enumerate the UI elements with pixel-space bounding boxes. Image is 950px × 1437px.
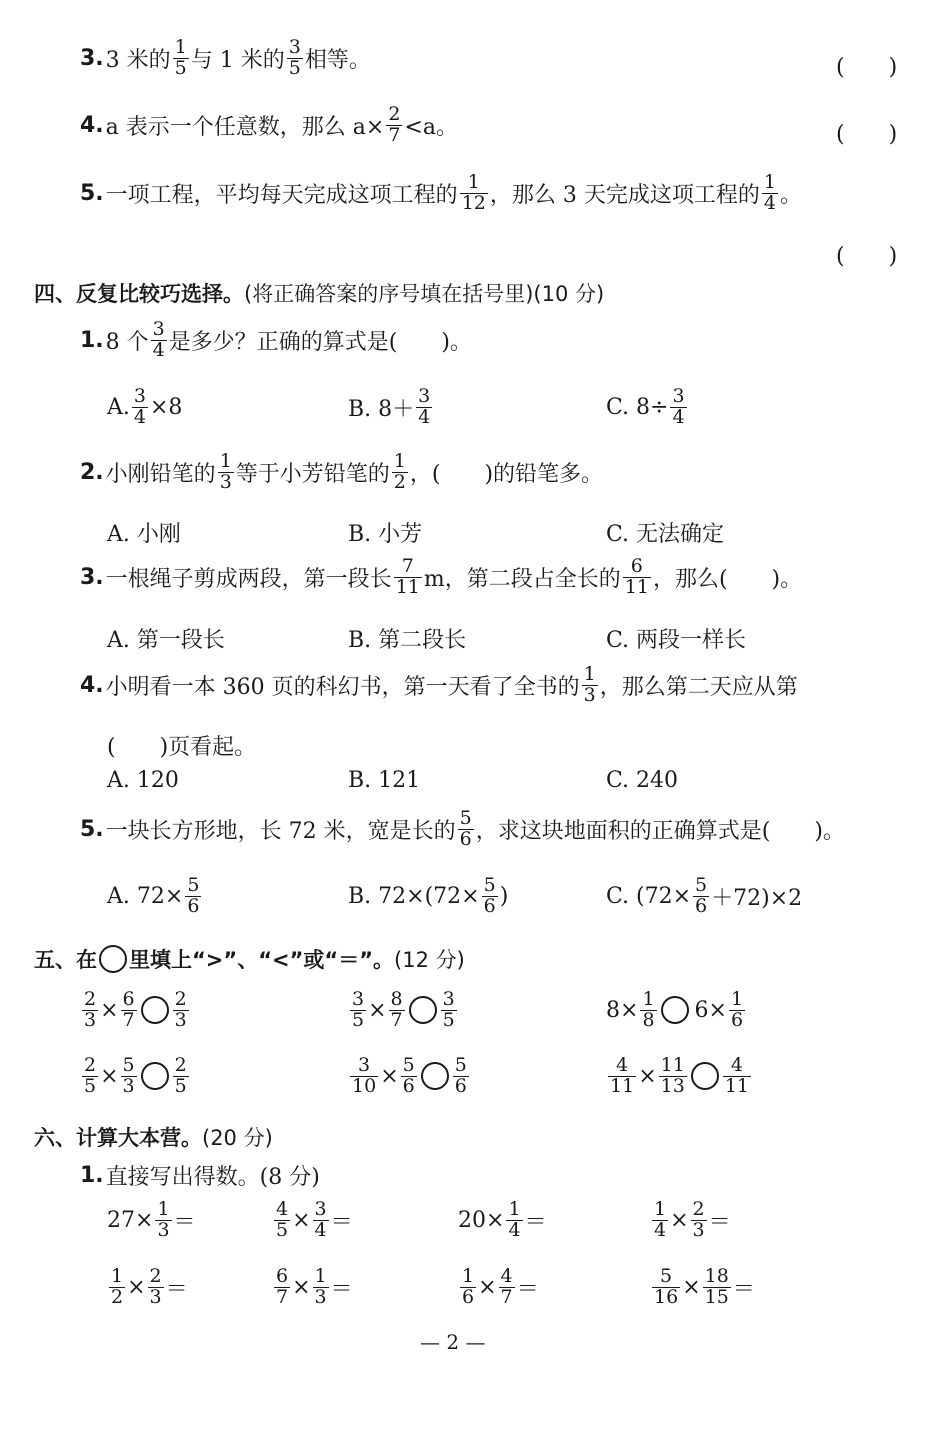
calc-item[interactable]: $\frac{5}{16}$ × $\frac{18}{15}$ ＝ — [654, 1265, 755, 1308]
choice-q1 — [80, 320, 472, 361]
choice-q5: 5. 一块长方形地，长 72 米，宽是长的 $\frac{5}{6}$ ，求这块地面积的正确算式是( )。 — [80, 807, 845, 850]
q-number: 1. — [80, 327, 104, 353]
compare-item: $\frac{2}{5}$ × $\frac{5}{3}$ $\frac{2}{5}$ — [84, 1054, 187, 1097]
compare-circle[interactable] — [421, 1062, 449, 1090]
choice-q3: 3. 一根绳子剪成两段，第一段长 $\frac{7}{11}$ m，第二段占全长的 $\frac{6}{11}$ ，那么( )。 — [80, 555, 803, 598]
option-a[interactable]: A. 小刚 — [107, 522, 181, 547]
q-text: 8 个 — [105, 329, 149, 355]
fraction: $\frac{1}{4}$ — [763, 171, 776, 214]
compare-item: $\frac{3}{10}$ × $\frac{5}{6}$ $\frac{5}{6}$ — [352, 1054, 467, 1097]
fraction: $\frac{3}{5}$ — [288, 36, 301, 79]
q-number: 5. — [80, 816, 104, 842]
compare-item: $\frac{4}{11}$ × $\frac{11}{13}$ $\frac{4}{11}$ — [610, 1054, 749, 1097]
section-4-title: 四、反复比较巧选择。(将正确答案的序号填在括号里)(10 分) — [34, 282, 605, 306]
section-5-title: 五、在 里填上“>”、“<”或“＝”。 (12 分) — [34, 944, 465, 974]
fraction: $\frac{1}{12}$ — [461, 171, 486, 214]
answer-paren[interactable]: ( ) — [836, 122, 898, 147]
calc-q1 — [80, 1160, 320, 1191]
option-b[interactable]: B. 72×(72× $\frac{5}{6}$ ) — [348, 874, 509, 917]
fraction: $\frac{2}{7}$ — [388, 103, 401, 146]
judge-q3 — [80, 38, 371, 79]
option-c[interactable]: C. 两段一样长 — [606, 628, 747, 653]
q-text: ，那么 3 天完成这项工程的 — [489, 182, 760, 208]
q-number: 4. — [80, 112, 104, 138]
calc-item[interactable]: $\frac{1}{4}$ × $\frac{2}{3}$ ＝ — [654, 1198, 731, 1241]
option-c[interactable]: C. 无法确定 — [606, 522, 725, 547]
choice-q2: 2. 小刚铅笔的 $\frac{1}{3}$ 等于小芳铅笔的 $\frac{1}{2}$ ，( )的铅笔多。 — [80, 450, 604, 493]
q-text: ( )页看起。 — [107, 735, 257, 760]
option-a[interactable]: A. 120 — [107, 768, 179, 793]
compare-circle[interactable] — [661, 996, 689, 1024]
option-a[interactable]: A. 第一段长 — [107, 628, 225, 653]
q-text: a 表示一个任意数，那么 a× — [105, 114, 385, 140]
calc-item[interactable]: $\frac{4}{5}$ × $\frac{3}{4}$ ＝ — [276, 1198, 353, 1241]
judge-q5 — [80, 173, 802, 214]
fraction: $\frac{1}{5}$ — [174, 36, 187, 79]
calc-item[interactable]: $\frac{6}{7}$ × $\frac{1}{3}$ ＝ — [276, 1265, 353, 1308]
section-6-title: 六、计算大本营。(20 分) — [34, 1126, 273, 1150]
compare-item: $\frac{2}{3}$ × $\frac{6}{7}$ $\frac{2}{3}$ — [84, 988, 187, 1031]
option-a[interactable]: A. 72× $\frac{5}{6}$ — [107, 874, 200, 917]
calc-item[interactable]: 20× $\frac{1}{4}$ ＝ — [458, 1198, 547, 1241]
calc-item[interactable]: 27× $\frac{1}{3}$ ＝ — [107, 1198, 196, 1241]
option-c[interactable]: C. 8÷ $\frac{3}{4}$ — [606, 385, 685, 428]
q-number: 4. — [80, 672, 104, 698]
q-number: 1. — [80, 1163, 104, 1188]
circle-icon — [99, 945, 127, 973]
option-b[interactable]: B. 第二段长 — [348, 628, 467, 653]
q-text: 相等。 — [304, 47, 371, 73]
compare-item: 8× $\frac{1}{8}$ 6× $\frac{1}{6}$ — [606, 988, 744, 1031]
q-text: 。 — [779, 182, 802, 208]
q-number: 5. — [80, 180, 104, 206]
compare-circle[interactable] — [141, 996, 169, 1024]
answer-paren[interactable]: ( ) — [836, 55, 898, 80]
option-b[interactable]: B. 小芳 — [348, 522, 423, 547]
q-number: 2. — [80, 459, 104, 485]
option-c[interactable]: C. (72× $\frac{5}{6}$ ＋72)×2 — [606, 874, 803, 917]
choice-q4: 4. 小明看一本 360 页的科幻书，第一天看了全书的 $\frac{1}{3}$ ，那么第二天应从第 — [80, 663, 798, 706]
compare-circle[interactable] — [691, 1062, 719, 1090]
calc-item[interactable]: $\frac{1}{2}$ × $\frac{2}{3}$ ＝ — [111, 1265, 188, 1308]
q-text: 与 1 米的 — [190, 47, 285, 73]
compare-circle[interactable] — [409, 996, 437, 1024]
q-text: <a。 — [404, 114, 458, 140]
q-text: 是多少？正确的算式是( )。 — [168, 329, 472, 355]
option-b[interactable]: B. 121 — [348, 768, 421, 793]
option-b[interactable]: B. 8＋ $\frac{3}{4}$ — [348, 385, 431, 428]
compare-circle[interactable] — [141, 1062, 169, 1090]
q-number: 3. — [80, 45, 104, 71]
judge-q4 — [80, 105, 458, 146]
fraction: $\frac{3}{4}$ — [152, 318, 165, 361]
q-text: 一项工程，平均每天完成这项工程的 — [105, 182, 458, 208]
page-number: — 2 — — [420, 1330, 486, 1354]
answer-paren[interactable]: ( ) — [836, 244, 898, 269]
q-text: 3 米的 — [105, 47, 171, 73]
q-number: 3. — [80, 564, 104, 590]
q-text: 直接写出得数。(8 分) — [105, 1165, 320, 1190]
compare-item: $\frac{3}{5}$ × $\frac{8}{7}$ $\frac{3}{5}$ — [352, 988, 455, 1031]
option-a[interactable]: A. $\frac{3}{4}$ ×8 — [107, 385, 183, 428]
option-c[interactable]: C. 240 — [606, 768, 679, 793]
calc-item[interactable]: $\frac{1}{6}$ × $\frac{4}{7}$ ＝ — [462, 1265, 539, 1308]
